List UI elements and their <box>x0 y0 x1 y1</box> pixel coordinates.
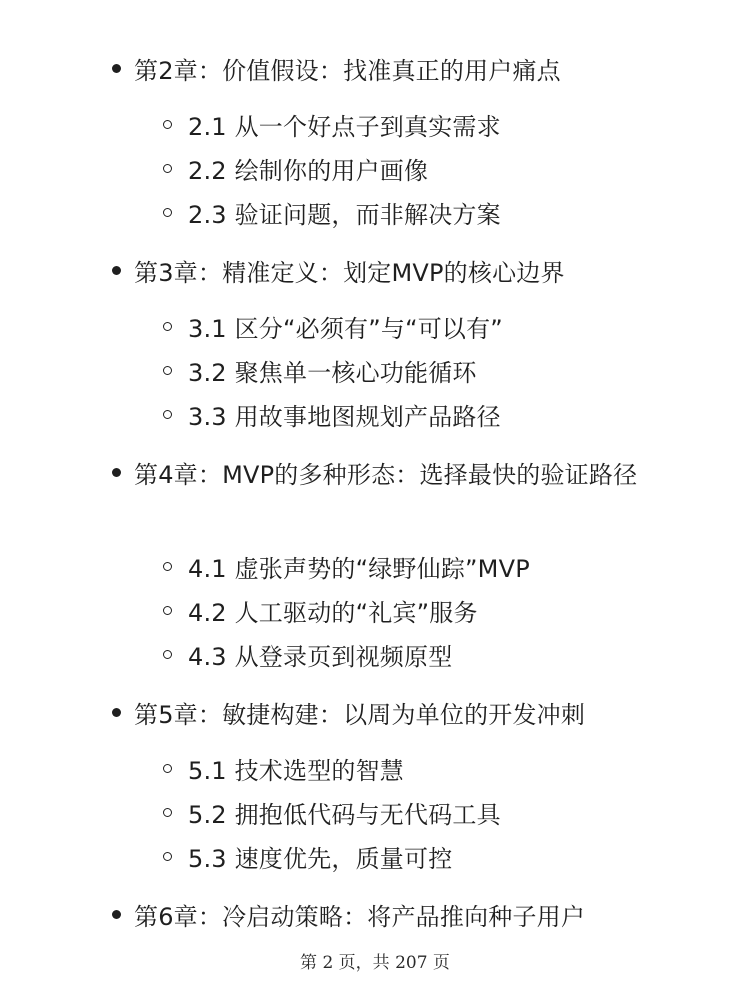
section-title: 5.2 拥抱低代码与无代码工具 <box>188 801 501 829</box>
page-number: 第 2 页，共 207 页 <box>300 953 450 973</box>
bullet-circle-icon <box>163 120 172 129</box>
bullet-circle-icon <box>163 808 172 817</box>
section-title: 5.1 技术选型的智慧 <box>188 757 404 785</box>
section-title: 2.2 绘制你的用户画像 <box>188 157 429 185</box>
section-title: 3.1 区分“必须有”与“可以有” <box>188 315 503 343</box>
section-title: 4.3 从登录页到视频原型 <box>188 643 453 671</box>
bullet-circle-icon <box>163 852 172 861</box>
chapter-title: 第3章：精准定义：划定MVP的核心边界 <box>134 259 565 287</box>
section-title: 4.1 虚张声势的“绿野仙踪”MVP <box>188 555 530 583</box>
bullet-circle-icon <box>163 322 172 331</box>
bullet-dot-icon <box>112 64 121 73</box>
bullet-dot-icon <box>112 266 121 275</box>
section-title: 4.2 人工驱动的“礼宾”服务 <box>188 599 478 627</box>
bullet-circle-icon <box>163 764 172 773</box>
section-title: 3.2 聚焦单一核心功能循环 <box>188 359 477 387</box>
bullet-circle-icon <box>163 650 172 659</box>
bullet-circle-icon <box>163 606 172 615</box>
chapter-title: 第2章：价值假设：找准真正的用户痛点 <box>134 57 561 85</box>
section-title: 2.3 验证问题，而非解决方案 <box>188 201 501 229</box>
section-title: 2.1 从一个好点子到真实需求 <box>188 113 501 141</box>
bullet-circle-icon <box>163 208 172 217</box>
section-title: 3.3 用故事地图规划产品路径 <box>188 403 501 431</box>
chapter-title: 第6章：冷启动策略：将产品推向种子用户 <box>134 903 586 931</box>
bullet-dot-icon <box>112 910 121 919</box>
bullet-dot-icon <box>112 708 121 717</box>
chapter-title: 第4章：MVP的多种形态：选择最快的验证路径 <box>134 461 638 489</box>
bullet-circle-icon <box>163 366 172 375</box>
section-title: 5.3 速度优先，质量可控 <box>188 845 453 873</box>
bullet-circle-icon <box>163 562 172 571</box>
bullet-circle-icon <box>163 164 172 173</box>
chapter-title: 第5章：敏捷构建：以周为单位的开发冲刺 <box>134 701 586 729</box>
bullet-circle-icon <box>163 410 172 419</box>
bullet-dot-icon <box>112 468 121 477</box>
